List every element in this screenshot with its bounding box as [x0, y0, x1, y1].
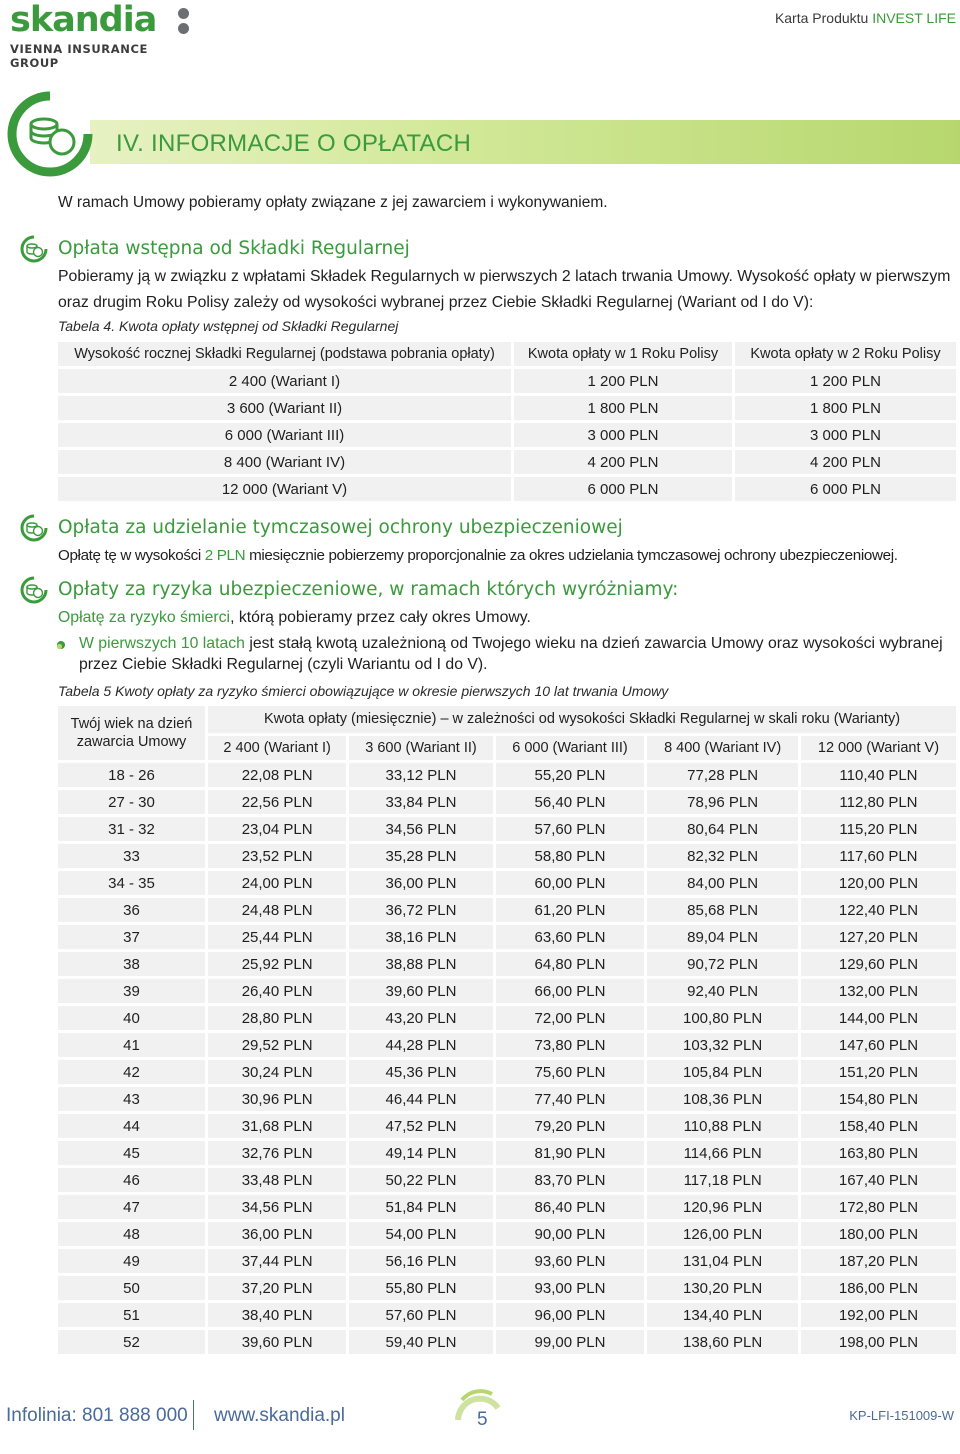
fee-cell: 25,92 PLN	[208, 952, 349, 976]
table-row	[58, 1195, 956, 1219]
fee-cell: 38,88 PLN	[349, 952, 495, 976]
fee-cell: 115,20 PLN	[801, 817, 956, 841]
fee-cell: 131,04 PLN	[647, 1249, 801, 1273]
cell: 4 200 PLN	[735, 450, 956, 474]
fee-cell: 66,00 PLN	[496, 979, 648, 1003]
text: miesięcznie pobierzemy proporcjonalnie za okres udzielania tymczasowej ochrony ubezpieczeniowej.	[245, 547, 898, 564]
table-row	[58, 1033, 956, 1057]
table-row	[58, 1114, 956, 1138]
age-cell: 48	[58, 1222, 208, 1246]
fee-cell: 163,80 PLN	[801, 1141, 956, 1165]
fee-cell: 63,60 PLN	[496, 925, 648, 949]
fee-cell: 86,40 PLN	[496, 1195, 648, 1219]
hotline: Infolinia: 801 888 000	[6, 1405, 188, 1426]
table-header: Kwota opłaty w 1 Roku Polisy	[514, 342, 735, 366]
fee-cell: 96,00 PLN	[496, 1303, 648, 1327]
fee-cell: 151,20 PLN	[801, 1060, 956, 1084]
table-row	[58, 1168, 956, 1192]
age-cell: 38	[58, 952, 208, 976]
fee-cell: 132,00 PLN	[801, 979, 956, 1003]
fee-cell: 30,96 PLN	[208, 1087, 349, 1111]
cell: 1 800 PLN	[514, 396, 735, 420]
highlight-text: W pierwszych 10 latach	[79, 635, 245, 652]
table-header: Kwota opłaty w 2 Roku Polisy	[735, 342, 956, 366]
fee-cell: 186,00 PLN	[801, 1276, 956, 1300]
fee-cell: 58,80 PLN	[496, 844, 648, 868]
fee-cell: 29,52 PLN	[208, 1033, 349, 1057]
fee-cell: 33,12 PLN	[349, 763, 495, 787]
table-row	[58, 477, 956, 501]
fee-cell: 110,40 PLN	[801, 763, 956, 787]
table-row	[58, 1249, 956, 1273]
table-header: 6 000 (Wariant III)	[496, 736, 648, 760]
fee-cell: 154,80 PLN	[801, 1087, 956, 1111]
fee-cell: 38,40 PLN	[208, 1303, 349, 1327]
table-header: Wysokość rocznej Składki Regularnej (podstawa pobrania opłaty)	[58, 342, 514, 366]
table-row	[58, 898, 956, 922]
cell: 3 000 PLN	[514, 423, 735, 447]
cell: 3 000 PLN	[735, 423, 956, 447]
fee-cell: 90,72 PLN	[647, 952, 801, 976]
age-cell: 36	[58, 898, 208, 922]
age-cell: 27 - 30	[58, 790, 208, 814]
fee-cell: 144,00 PLN	[801, 1006, 956, 1030]
age-cell: 34 - 35	[58, 871, 208, 895]
fee-cell: 39,60 PLN	[349, 979, 495, 1003]
fee-cell: 114,66 PLN	[647, 1141, 801, 1165]
paragraph: oraz drugim Roku Polisy zależy od wysokości wybranej przez Ciebie Składki Regularnej (Wariant od I do V):	[58, 294, 814, 311]
table-header: 12 000 (Wariant V)	[801, 736, 956, 760]
fee-cell: 84,00 PLN	[647, 871, 801, 895]
fee-cell: 23,04 PLN	[208, 817, 349, 841]
table-header: 3 600 (Wariant II)	[349, 736, 495, 760]
fee-cell: 59,40 PLN	[349, 1330, 495, 1354]
text: , którą pobieramy przez cały okres Umowy.	[230, 609, 531, 626]
fee-cell: 85,68 PLN	[647, 898, 801, 922]
table-row	[58, 1006, 956, 1030]
logo-wordmark: skandia	[10, 0, 157, 40]
cell: 3 600 (Wariant II)	[58, 396, 514, 420]
fee-cell: 77,40 PLN	[496, 1087, 648, 1111]
product-header	[775, 10, 956, 26]
age-cell: 37	[58, 925, 208, 949]
age-cell: 46	[58, 1168, 208, 1192]
fee-cell: 112,80 PLN	[801, 790, 956, 814]
table-row	[58, 925, 956, 949]
intro-text: W ramach Umowy pobieramy opłaty związane z jej zawarciem i wykonywaniem.	[58, 194, 608, 211]
coins-icon	[20, 235, 48, 263]
section-title: IV. INFORMACJE O OPŁATACH	[116, 130, 472, 157]
table-row	[58, 1276, 956, 1300]
text: Opłatę tę w wysokości	[58, 547, 205, 564]
cell: 6 000 PLN	[735, 477, 956, 501]
fee-cell: 122,40 PLN	[801, 898, 956, 922]
bullet-icon	[56, 640, 66, 650]
fee-cell: 198,00 PLN	[801, 1330, 956, 1354]
cell: 6 000 PLN	[514, 477, 735, 501]
fee-cell: 126,00 PLN	[647, 1222, 801, 1246]
age-cell: 40	[58, 1006, 208, 1030]
table-group-header: Kwota opłaty (miesięcznie) – w zależności od wysokości Składki Regularnej w skali roku (Warianty)	[208, 706, 956, 733]
fee-cell: 129,60 PLN	[801, 952, 956, 976]
fee-cell: 56,16 PLN	[349, 1249, 495, 1273]
age-cell: 50	[58, 1276, 208, 1300]
table-death-risk-fee	[58, 703, 956, 1357]
fee-cell: 79,20 PLN	[496, 1114, 648, 1138]
fee-cell: 120,96 PLN	[647, 1195, 801, 1219]
fee-cell: 25,44 PLN	[208, 925, 349, 949]
table-row	[58, 763, 956, 787]
fee-cell: 36,72 PLN	[349, 898, 495, 922]
section-heading: Opłata wstępna od Składki Regularnej	[58, 238, 410, 259]
fee-cell: 22,56 PLN	[208, 790, 349, 814]
fee-cell: 49,14 PLN	[349, 1141, 495, 1165]
paragraph	[58, 543, 898, 569]
table-row	[58, 979, 956, 1003]
fee-cell: 92,40 PLN	[647, 979, 801, 1003]
fee-cell: 44,28 PLN	[349, 1033, 495, 1057]
coins-icon	[20, 576, 48, 604]
fee-cell: 99,00 PLN	[496, 1330, 648, 1354]
fee-cell: 55,80 PLN	[349, 1276, 495, 1300]
coins-icon	[6, 90, 96, 178]
section-heading: Opłaty za ryzyka ubezpieczeniowe, w ramach których wyróżniamy:	[58, 579, 679, 600]
fee-cell: 36,00 PLN	[349, 871, 495, 895]
fee-cell: 61,20 PLN	[496, 898, 648, 922]
fee-cell: 36,00 PLN	[208, 1222, 349, 1246]
section-banner	[0, 90, 960, 178]
table-header: 8 400 (Wariant IV)	[647, 736, 801, 760]
table-row	[58, 1087, 956, 1111]
fee-cell: 93,00 PLN	[496, 1276, 648, 1300]
fee-cell: 100,80 PLN	[647, 1006, 801, 1030]
cell: 4 200 PLN	[514, 450, 735, 474]
fee-cell: 28,80 PLN	[208, 1006, 349, 1030]
fee-cell: 78,96 PLN	[647, 790, 801, 814]
logo-colon-icon	[175, 8, 193, 34]
skandia-logo	[10, 0, 200, 70]
table-row	[58, 952, 956, 976]
highlight-text: Opłatę za ryzyko śmierci	[58, 609, 231, 626]
table-row	[58, 1330, 956, 1354]
fee-cell: 117,60 PLN	[801, 844, 956, 868]
fee-cell: 130,20 PLN	[647, 1276, 801, 1300]
table-initial-fee	[58, 339, 956, 504]
age-cell: 45	[58, 1141, 208, 1165]
coins-icon	[20, 514, 48, 542]
table-row	[58, 817, 956, 841]
fee-cell: 120,00 PLN	[801, 871, 956, 895]
fee-cell: 158,40 PLN	[801, 1114, 956, 1138]
age-cell: 44	[58, 1114, 208, 1138]
fee-cell: 60,00 PLN	[496, 871, 648, 895]
cell: 12 000 (Wariant V)	[58, 477, 514, 501]
logo-group-name: VIENNA INSURANCE GROUP	[10, 42, 148, 70]
table-row	[58, 450, 956, 474]
fee-cell: 22,08 PLN	[208, 763, 349, 787]
fee-cell: 51,84 PLN	[349, 1195, 495, 1219]
fee-cell: 93,60 PLN	[496, 1249, 648, 1273]
fee-cell: 103,32 PLN	[647, 1033, 801, 1057]
table-row	[58, 396, 956, 420]
fee-cell: 117,18 PLN	[647, 1168, 801, 1192]
fee-cell: 26,40 PLN	[208, 979, 349, 1003]
age-cell: 31 - 32	[58, 817, 208, 841]
fee-cell: 167,40 PLN	[801, 1168, 956, 1192]
fee-cell: 110,88 PLN	[647, 1114, 801, 1138]
fee-cell: 187,20 PLN	[801, 1249, 956, 1273]
footer-divider	[193, 1400, 194, 1430]
age-cell: 39	[58, 979, 208, 1003]
fee-cell: 39,60 PLN	[208, 1330, 349, 1354]
fee-cell: 73,80 PLN	[496, 1033, 648, 1057]
age-cell: 51	[58, 1303, 208, 1327]
fee-cell: 45,36 PLN	[349, 1060, 495, 1084]
fee-cell: 147,60 PLN	[801, 1033, 956, 1057]
fee-cell: 47,52 PLN	[349, 1114, 495, 1138]
fee-cell: 24,48 PLN	[208, 898, 349, 922]
fee-cell: 34,56 PLN	[349, 817, 495, 841]
fee-cell: 32,76 PLN	[208, 1141, 349, 1165]
paragraph	[58, 605, 531, 631]
fee-cell: 33,84 PLN	[349, 790, 495, 814]
highlight-amount: 2 PLN	[204, 547, 246, 564]
cell: 2 400 (Wariant I)	[58, 369, 514, 393]
fee-cell: 30,24 PLN	[208, 1060, 349, 1084]
cell: 1 200 PLN	[735, 369, 956, 393]
table-row	[58, 871, 956, 895]
fee-cell: 38,16 PLN	[349, 925, 495, 949]
age-cell: 42	[58, 1060, 208, 1084]
fee-cell: 54,00 PLN	[349, 1222, 495, 1246]
fee-cell: 108,36 PLN	[647, 1087, 801, 1111]
cell: 1 800 PLN	[735, 396, 956, 420]
age-cell: 41	[58, 1033, 208, 1057]
website-link[interactable]: www.skandia.pl	[214, 1405, 345, 1426]
fee-cell: 23,52 PLN	[208, 844, 349, 868]
age-cell: 18 - 26	[58, 763, 208, 787]
section-heading: Opłata za udzielanie tymczasowej ochrony ubezpieczeniowej	[58, 517, 623, 538]
fee-cell: 55,20 PLN	[496, 763, 648, 787]
cell: 8 400 (Wariant IV)	[58, 450, 514, 474]
paragraph: Pobieramy ją w związku z wpłatami Składek Regularnych w pierwszych 2 latach trwania Umowy. Wysokość opłaty w pierwszym	[58, 268, 951, 285]
fee-cell: 82,32 PLN	[647, 844, 801, 868]
document-code: KP-LFI-151009-W	[849, 1408, 954, 1423]
table-row	[58, 1060, 956, 1084]
fee-cell: 72,00 PLN	[496, 1006, 648, 1030]
fee-cell: 43,20 PLN	[349, 1006, 495, 1030]
age-cell: 47	[58, 1195, 208, 1219]
table-header: Twój wiek na dzień zawarcia Umowy	[58, 706, 208, 760]
fee-cell: 56,40 PLN	[496, 790, 648, 814]
fee-cell: 180,00 PLN	[801, 1222, 956, 1246]
fee-cell: 89,04 PLN	[647, 925, 801, 949]
table-row	[58, 790, 956, 814]
page-number: 5	[477, 1409, 488, 1430]
fee-cell: 77,28 PLN	[647, 763, 801, 787]
fee-cell: 46,44 PLN	[349, 1087, 495, 1111]
fee-cell: 35,28 PLN	[349, 844, 495, 868]
fee-cell: 138,60 PLN	[647, 1330, 801, 1354]
table-row	[58, 1141, 956, 1165]
table-row	[58, 1303, 956, 1327]
table-row	[58, 1222, 956, 1246]
fee-cell: 37,20 PLN	[208, 1276, 349, 1300]
fee-cell: 50,22 PLN	[349, 1168, 495, 1192]
fee-cell: 81,90 PLN	[496, 1141, 648, 1165]
fee-cell: 134,40 PLN	[647, 1303, 801, 1327]
fee-cell: 57,60 PLN	[496, 817, 648, 841]
product-prefix: Karta Produktu	[774, 10, 869, 26]
fee-cell: 105,84 PLN	[647, 1060, 801, 1084]
paragraph: przez Ciebie Składki Regularnej (czyli Wariantu od I do V).	[79, 656, 488, 673]
fee-cell: 127,20 PLN	[801, 925, 956, 949]
fee-cell: 31,68 PLN	[208, 1114, 349, 1138]
cell: 6 000 (Wariant III)	[58, 423, 514, 447]
table-caption: Tabela 4. Kwota opłaty wstępnej od Składki Regularnej	[58, 318, 399, 334]
fee-cell: 33,48 PLN	[208, 1168, 349, 1192]
table-row	[58, 369, 956, 393]
cell: 1 200 PLN	[514, 369, 735, 393]
table-row	[58, 844, 956, 868]
table-row	[58, 423, 956, 447]
fee-cell: 34,56 PLN	[208, 1195, 349, 1219]
table-header: 2 400 (Wariant I)	[208, 736, 349, 760]
age-cell: 52	[58, 1330, 208, 1354]
product-name: INVEST LIFE	[872, 10, 956, 26]
age-cell: 43	[58, 1087, 208, 1111]
fee-cell: 80,64 PLN	[647, 817, 801, 841]
fee-cell: 83,70 PLN	[496, 1168, 648, 1192]
fee-cell: 37,44 PLN	[208, 1249, 349, 1273]
fee-cell: 75,60 PLN	[496, 1060, 648, 1084]
fee-cell: 90,00 PLN	[496, 1222, 648, 1246]
fee-cell: 24,00 PLN	[208, 871, 349, 895]
fee-cell: 172,80 PLN	[801, 1195, 956, 1219]
fee-cell: 192,00 PLN	[801, 1303, 956, 1327]
table-caption: Tabela 5 Kwoty opłaty za ryzyko śmierci obowiązujące w okresie pierwszych 10 lat trwania Umowy	[58, 683, 669, 699]
text: jest stałą kwotą uzależnioną od Twojego wieku na dzień zawarcia Umowy oraz wysokości wybranej	[244, 635, 943, 652]
fee-cell: 64,80 PLN	[496, 952, 648, 976]
fee-cell: 57,60 PLN	[349, 1303, 495, 1327]
age-cell: 33	[58, 844, 208, 868]
age-cell: 49	[58, 1249, 208, 1273]
